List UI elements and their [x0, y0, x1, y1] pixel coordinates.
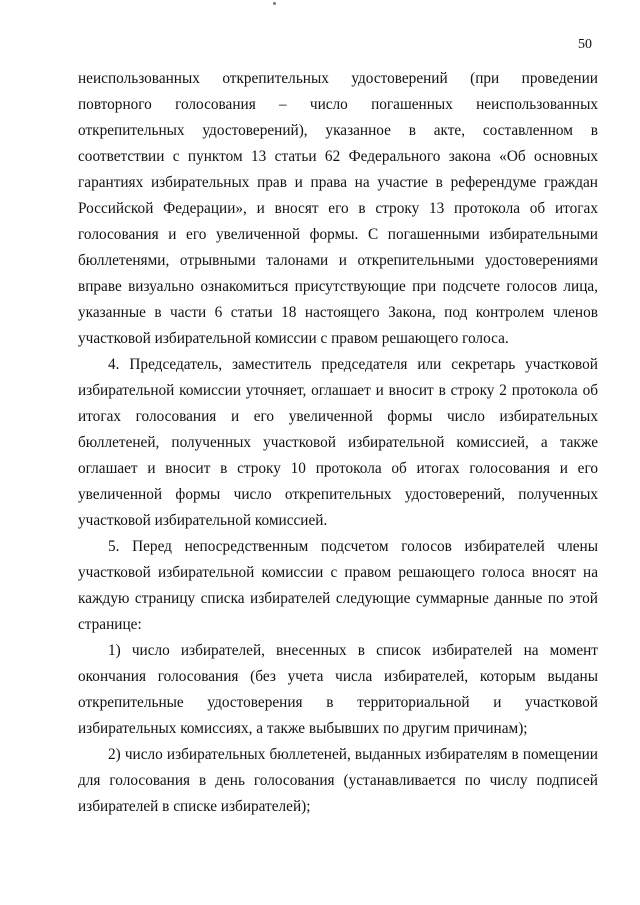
- paragraph-subitem-2: 2) число избирательных бюллетеней, выданных избирателям в помещении для голосования в день голосования (устанавливается по числу подписей избирателей в списке избирателей);: [78, 746, 598, 815]
- paragraph-item-4: 4. Председатель, заместитель председателя или секретарь участковой избирательной комиссии уточняет, оглашает и вносит в строку 2 протокола об итогах голосования и его увеличенной формы число избирательных бюллетеней, полученных участковой избирательной комиссией, а также оглашает и вносит в строку 10 протокола об итогах голосования и его увеличенной формы число открепительных удостоверений, полученных участковой избирательной комиссией.: [78, 356, 598, 529]
- document-body: [78, 66, 598, 820]
- page-number: 50: [578, 37, 592, 52]
- paragraph-item-5: 5. Перед непосредственным подсчетом голосов избирателей члены участковой избирательной комиссии с правом решающего голоса вносят на каждую страницу списка избирателей следующие суммарные данные по этой странице:: [78, 538, 598, 633]
- paragraph-continuation: неиспользованных открепительных удостоверений (при проведении повторного голосования – число погашенных неиспользованных открепительных удостоверений), указанное в акте, составленном в соответствии с пунктом 13 статьи 62 Федерального закона «Об основных гарантиях избирательных прав и права на участие в референдуме граждан Российской Федерации», и вносят его в строку 13 протокола об итогах голосования и его увеличенной формы. С погашенными избирательными бюллетенями, отрывными талонами и открепительными удостоверениями вправе визуально ознакомиться присутствующие при подсчете голосов лица, указанные в части 6 статьи 18 настоящего Закона, под контролем членов участковой избирательной комиссии с правом решающего голоса.: [78, 70, 598, 347]
- scan-dot-mark: [273, 2, 276, 5]
- paragraph-subitem-1: 1) число избирателей, внесенных в список избирателей на момент окончания голосования (без учета числа избирателей, которым выданы открепительные удостоверения в территориальной и участковой избирательных комиссиях, а также выбывших по другим причинам);: [78, 642, 598, 737]
